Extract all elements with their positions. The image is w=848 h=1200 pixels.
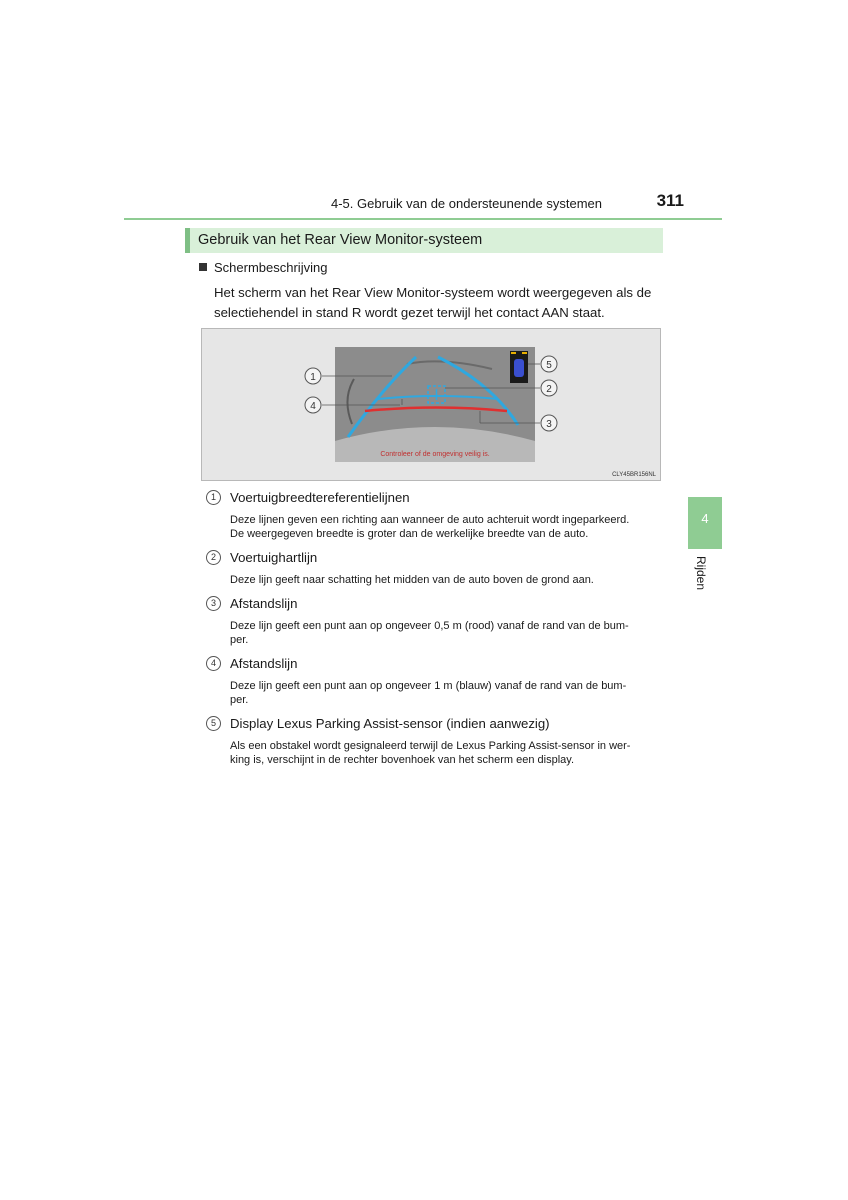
page-header (124, 190, 722, 220)
figure-code: CLY45BR156NL (612, 472, 656, 478)
callout-4: 4 (310, 401, 316, 412)
item-number: 1 (206, 490, 221, 505)
chapter-tab (688, 497, 722, 549)
square-bullet-icon (199, 263, 207, 271)
list-item (206, 487, 662, 541)
desc-line: per. (230, 634, 249, 646)
desc-line: king is, verschijnt in de rechter bovenhoek van het scherm een display. (230, 754, 575, 766)
callout-2: 2 (546, 384, 552, 395)
monitor-illustration (202, 329, 661, 481)
item-description (230, 739, 660, 767)
item-title: Voertuigbreedtereferentielijnen (230, 489, 410, 505)
item-number: 5 (206, 716, 221, 731)
item-number: 3 (206, 596, 221, 611)
chapter-number: 4 (701, 511, 709, 526)
desc-line: Deze lijn geeft een punt aan op ongeveer 1 m (blauw) vanaf de rand van de bum- (230, 680, 627, 692)
item-description (230, 619, 660, 647)
list-item (206, 653, 662, 707)
item-title: Display Lexus Parking Assist-sensor (indien aanwezig) (230, 715, 550, 731)
item-title: Afstandslijn (230, 655, 298, 671)
subheading-text: Schermbeschrijving (214, 260, 328, 275)
item-description (230, 573, 660, 587)
chapter-label: Rijden (694, 556, 708, 591)
legend-list (206, 487, 662, 773)
list-item (206, 593, 662, 647)
desc-line: De weergegeven breedte is groter dan de werkelijke breedte van de auto. (230, 528, 589, 540)
item-description (230, 679, 660, 707)
desc-line: per. (230, 694, 249, 706)
callout-3: 3 (546, 419, 552, 430)
desc-line: Deze lijn geeft een punt aan op ongeveer 0,5 m (rood) vanaf de rand van de bum- (230, 620, 629, 632)
screen-message: Controleer of de omgeving veilig is. (380, 451, 490, 458)
desc-line: Deze lijnen geven een richting aan wanneer de auto achteruit wordt ingeparkeerd. (230, 514, 630, 526)
callout-1: 1 (310, 372, 316, 383)
callout-5: 5 (546, 360, 552, 371)
intro-paragraph: Het scherm van het Rear View Monitor-systeem wordt weergegeven als de selectiehendel in stand R wordt gezet terwijl het contact AAN staat. (214, 285, 652, 320)
list-item (206, 547, 662, 587)
rear-view-monitor-figure (201, 328, 661, 481)
running-section-title: 4-5. Gebruik van de ondersteunende systemen (330, 196, 602, 211)
item-description (230, 513, 660, 541)
item-number: 4 (206, 656, 221, 671)
page-number: 311 (656, 191, 684, 210)
desc-line: Als een obstakel wordt gesignaleerd terwijl de Lexus Parking Assist-sensor in wer- (230, 740, 631, 752)
section-title: Gebruik van het Rear View Monitor-systeem (185, 228, 663, 253)
item-title: Afstandslijn (230, 595, 298, 611)
desc-line: Deze lijn geeft naar schatting het midden van de auto boven de grond aan. (230, 574, 594, 586)
item-title: Voertuighartlijn (230, 549, 318, 565)
subheading (199, 260, 327, 275)
list-item (206, 713, 662, 767)
item-number: 2 (206, 550, 221, 565)
